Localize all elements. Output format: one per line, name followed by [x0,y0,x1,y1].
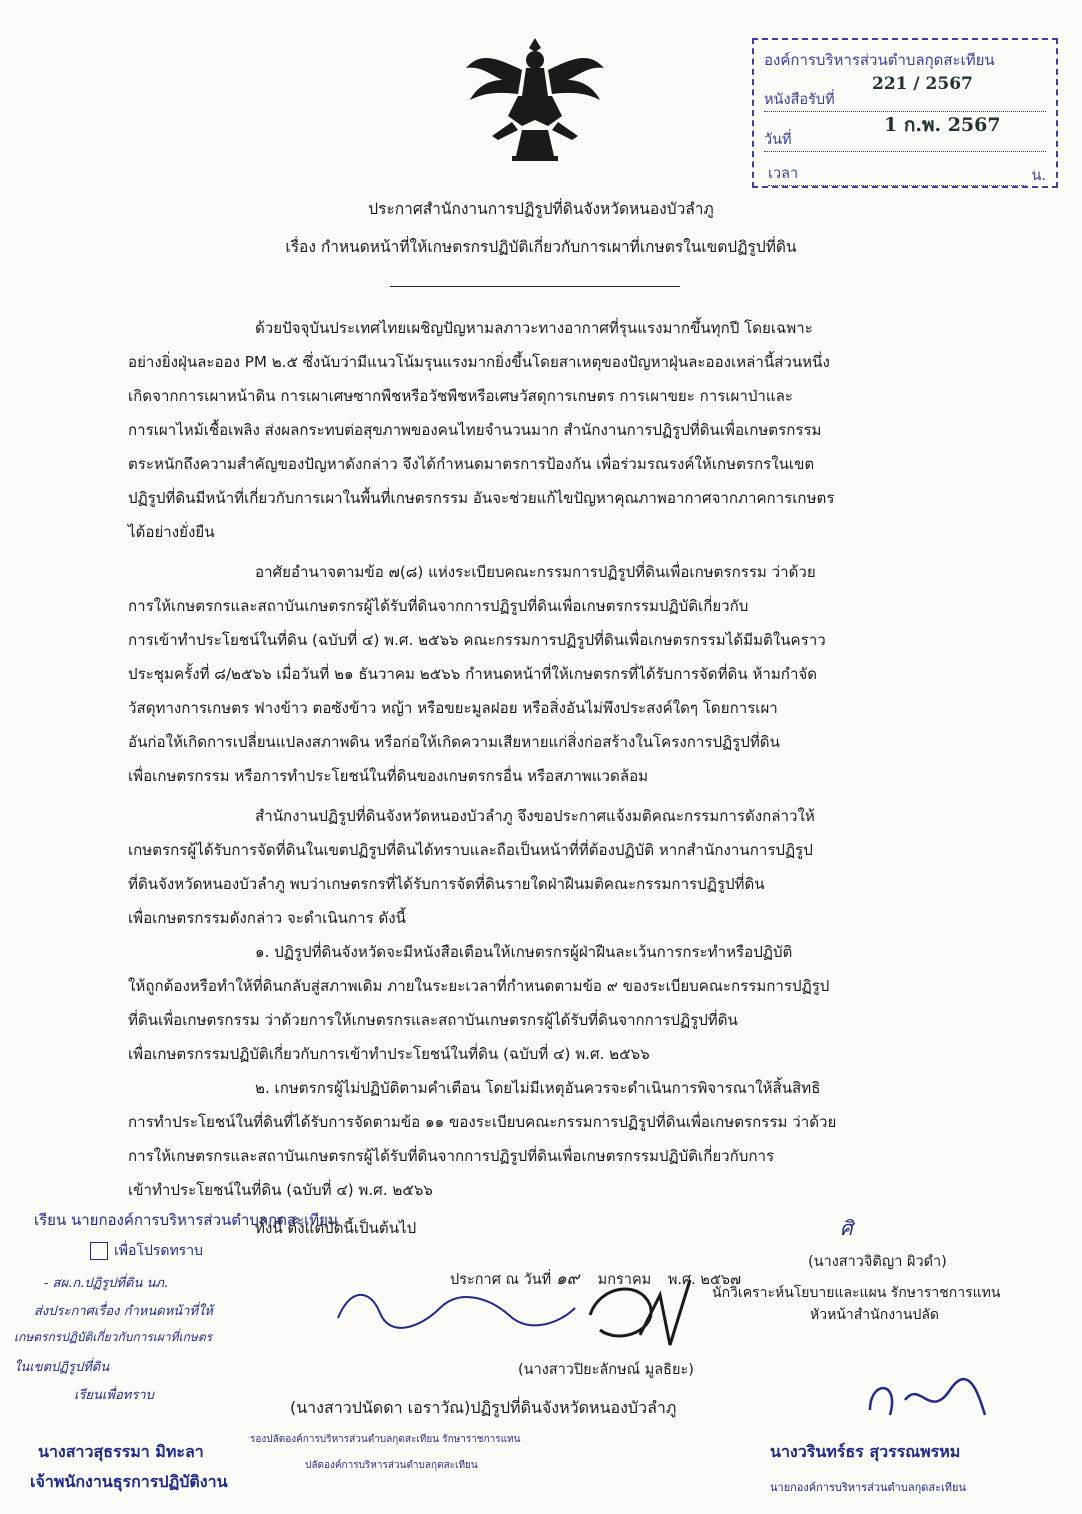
body-line: ตระหนักถึงความสำคัญของปัญหาดังกล่าว จึงได้กำหนดมาตรการป้องกัน เพื่อร่วมรณรงค์ให้เกษตรกรในเขต [128,455,815,473]
body-line: เพื่อเกษตรกรรมปฏิบัติเกี่ยวกับการเข้าทำประโยชน์ในที่ดิน (ฉบับที่ ๔) พ.ศ. ๒๕๖๖ [128,1045,650,1063]
body-line: ปฏิรูปที่ดินมีหน้าที่เกี่ยวกับการเผาในพื้นที่เกษตรกรรม อันจะช่วยแก้ไขปัญหาคุณภาพอากาศจากภาคการเกษตร [128,489,835,507]
for-info-row [90,1240,203,1262]
deputy-line-1: รองปลัดองค์การบริหารส่วนตำบลกุดสะเทียน รักษาราชการแทน [250,1434,521,1445]
body-line: การให้เกษตรกรและสถาบันเกษตรกรผู้ได้รับที่ดินจากการปฏิรูปที่ดินเพื่อเกษตรกรรมปฏิบัติเกี่ยวกับ [128,597,749,615]
body-line: ๑. ปฏิรูปที่ดินจังหวัดจะมีหนังสือเตือนให้เกษตรกรผู้ฝ่าฝืนละเว้นการกระทำหรือปฏิบัติ [255,943,793,961]
body-line: การเผาไหม้เชื้อเพลิง ส่งผลกระทบต่อสุขภาพของคนไทยจำนวนมาก สำนักงานการปฏิรูปที่ดินเพื่อเกษตรกรรม [128,421,822,439]
to-line: เรียน นายกองค์การบริหารส่วนตำบลกุดสะเทียน [34,1211,339,1229]
mayor-name: นางวรินทร์ธร สุวรรณพรหม [770,1442,961,1461]
stamp-date-value: 1 ก.พ. 2567 [884,114,1001,136]
clerk-position: เจ้าพนักงานธุรการปฏิบัติงาน [30,1472,228,1491]
stamp-time-label: เวลา [768,166,799,182]
analyst-name: (นางสาวจิติญา ผิวดำ) [808,1254,947,1270]
body-line: เกษตรกรผู้ได้รับการจัดที่ดินในเขตปฏิรูปที่ดินได้ทราบและถือเป็นหน้าที่ที่ต้องปฏิบัติ หากสำนักงานการปฏิรูป [128,841,813,859]
body-line: ประชุมครั้งที่ ๘/๒๕๖๖ เมื่อวันที่ ๒๑ ธันวาคม ๒๕๖๖ กำหนดหน้าที่ให้เกษตรกรที่ได้รับการจัดที่ดิน ห้ามกำจัด [128,665,818,683]
body-line: อย่างยิ่งฝุ่นละออง PM ๒.๕ ซึ่งนับว่ามีแนวโน้มรุนแรงมากยิ่งขึ้นโดยสาเหตุของปัญหาฝุ่นละอองเหล่านี้ส่วนหนึ่ง [128,353,830,371]
subject-line: เรื่อง กำหนดหน้าที่ให้เกษตรกรปฏิบัติเกี่ยวกับการเผาที่เกษตรในเขตปฏิรูปที่ดิน [285,238,797,256]
body-line: การให้เกษตรกรและสถาบันเกษตรกรผู้ได้รับที่ดินจากการปฏิรูปที่ดินเพื่อเกษตรกรรมปฏิบัติเกี่ยวกับการ [128,1147,775,1165]
body-line: ๒. เกษตรกรผู้ไม่ปฏิบัติตามคำเตือน โดยไม่มีเหตุอันควรจะดำเนินการพิจารณาให้สิ้นสิทธิ [255,1079,821,1097]
stamp-receipt-number: 221 / 2567 [872,74,973,94]
handwritten-note: เกษตรกรปฏิบัติเกี่ยวกับการเผาที่เกษตร [14,1330,213,1344]
body-line: อาศัยอำนาจตามข้อ ๗(๘) แห่งระเบียบคณะกรรมการปฏิรูปที่ดินเพื่อเกษตรกรรม ว่าด้วย [255,563,816,581]
stamp-date-label: วันที่ [764,132,792,148]
body-line: ด้วยปัจจุบันประเทศไทยเผชิญปัญหามลภาวะทางอากาศที่รุนแรงมากขึ้นทุกปี โดยเฉพาะ [255,319,813,337]
stamp-time-suffix: น. [1031,168,1046,184]
body-line: เพื่อเกษตรกรรมดังกล่าว จะดำเนินการ ดังนี้ [128,909,406,927]
signer-name: (นางสาวปิยะลักษณ์ มูลธิยะ) [518,1362,694,1378]
analyst-position-2: หัวหน้าสำนักงานปลัด [810,1307,940,1323]
body-line: เกิดจากการเผาหน้าดิน การเผาเศษซากพืชหรือวัชพืชหรือเศษวัสดุการเกษตร การเผาขยะ การเผาป่าและ [128,387,793,405]
body-line: ให้ถูกต้องหรือทำให้ที่ดินกลับสู่สภาพเดิม ภายในระยะเวลาที่กำหนดตามข้อ ๙ ของระเบียบคณะกรรมการปฏิรูป [128,977,830,995]
body-line: เข้าทำประโยชน์ในที่ดิน (ฉบับที่ ๔) พ.ศ. ๒๕๖๖ [128,1181,433,1199]
title-divider [390,286,680,287]
body-line: การทำประโยชน์ในที่ดินที่ได้รับการจัดตามข้อ ๑๑ ของระเบียบคณะกรรมการปฏิรูปที่ดินเพื่อเกษตรกรรม ว่าด้วย [128,1113,837,1131]
closing-line: ทั้งนี้ ตั้งแต่บัดนี้เป็นต้นไป [255,1219,417,1237]
page-title: ประกาศสำนักงานการปฏิรูปที่ดินจังหวัดหนองบัวลำภู [368,200,714,218]
announce-day: ๑๙ [555,1269,580,1289]
body-line: วัสดุทางการเกษตร ฟางข้าว ตอซังข้าว หญ้า หรือขยะมูลฝอย หรือสิ่งอันไม่พึงประสงค์ใดๆ โดยการเผา [128,699,778,717]
handwritten-note: ในเขตปฏิรูปที่ดิน [14,1360,110,1375]
announce-prefix: ประกาศ ณ วันที่ [450,1272,552,1288]
body-line: อันก่อให้เกิดการเปลี่ยนแปลงสภาพดิน หรือก่อให้เกิดความเสียหายแก่สิ่งก่อสร้างในโครงการปฏิรูปที่ดิน [128,733,780,751]
stamp-org: องค์การบริหารส่วนตำบลกุดสะเทียน [764,51,995,69]
for-info-label: เพื่อโปรดทราบ [114,1243,203,1259]
mayor-position: นายกองค์การบริหารส่วนตำบลกุดสะเทียน [770,1481,966,1494]
stamp-time-row [768,162,1026,186]
handwritten-note: - สผ.ก.ปฏิรูปที่ดิน นภ. [44,1276,169,1291]
for-info-checkbox [90,1242,108,1260]
announce-month: มกราคม [597,1272,652,1288]
body-line: สำนักงานปฏิรูปที่ดินจังหวัดหนองบัวลำภู จึงขอประกาศแจ้งมติคณะกรรมการดังกล่าวให้ [255,807,815,825]
body-line: ที่ดินจังหวัดหนองบัวลำภู พบว่าเกษตรกรที่ได้รับการจัดที่ดินรายใดฝ่าฝืนมติคณะกรรมการปฏิรูปที่ดิน [128,875,765,893]
handwritten-note: เรียนเพื่อทราบ [74,1388,154,1403]
receipt-stamp [752,38,1058,188]
body-line: การเข้าทำประโยชน์ในที่ดิน (ฉบับที่ ๔) พ.ศ. ๒๕๖๖ คณะกรรมการปฏิรูปที่ดินเพื่อเกษตรกรรมได้มีมติในคราว [128,631,826,649]
body-line: ได้อย่างยั่งยืน [128,523,215,541]
signer-signature-icon [580,1275,700,1355]
handwritten-note: ส่งประกาศเรื่อง กำหนดหน้าที่ให้ [34,1304,213,1319]
mayor-signature-icon [860,1370,990,1430]
deputy-signature-icon [330,1278,580,1338]
deputy-line-2: ปลัดองค์การบริหารส่วนตำบลกุดสะเทียน [305,1460,478,1471]
clerk-name: นางสาวสุธรรมา มิทะลา [38,1442,204,1461]
signer-position: (นางสาวปนัดดา เอราวัณ)ปฏิรูปที่ดินจังหวัดหนองบัวลำภู [290,1398,677,1417]
stamp-receipt-label: หนังสือรับที่ [764,92,835,108]
analyst-position: นักวิเคราะห์นโยบายและแผน รักษาราชการแทน [712,1285,1001,1301]
garuda-emblem-icon [460,30,610,165]
body-line: ที่ดินเพื่อเกษตรกรรม ว่าด้วยการให้เกษตรกรและสถาบันเกษตรกรผู้ได้รับที่ดินจากการปฏิรูปที่ดิน [128,1011,738,1029]
analyst-signature: ศิ [840,1216,853,1240]
announce-year: พ.ศ. ๒๕๖๗ [667,1272,742,1288]
body-line: เพื่อเกษตรกรรม หรือการทำประโยชน์ในที่ดินของเกษตรกรอื่น หรือสภาพแวดล้อม [128,767,649,785]
